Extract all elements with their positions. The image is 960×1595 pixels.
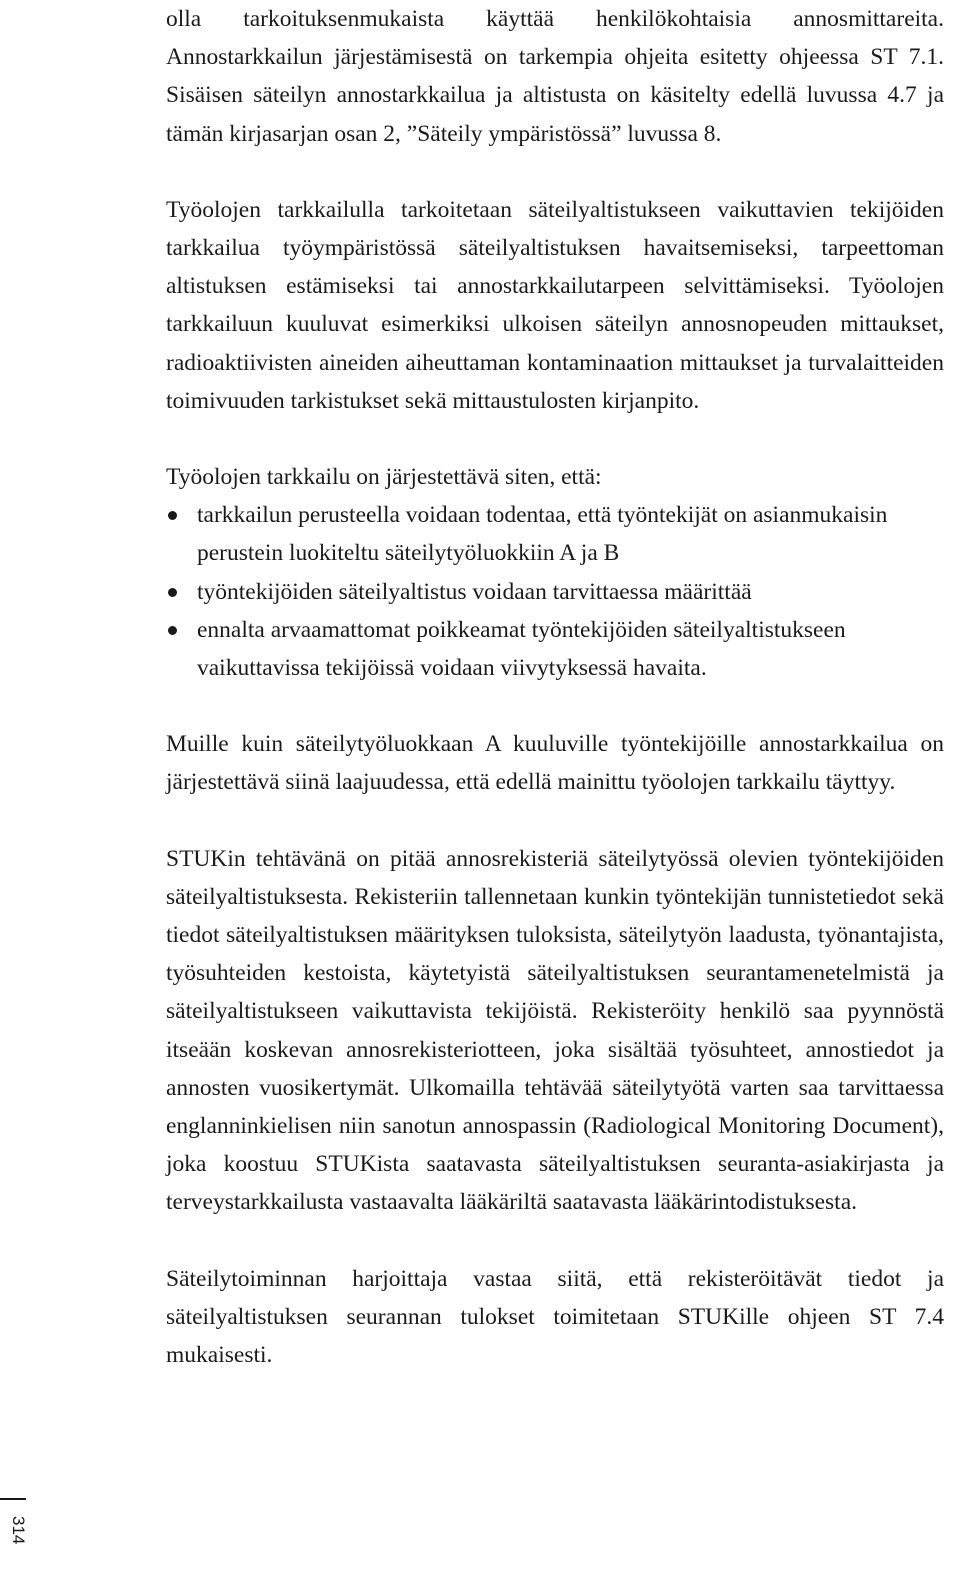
bullet-icon <box>168 588 177 597</box>
bullet-item <box>166 611 944 687</box>
page-number-rule <box>0 1498 26 1500</box>
bullet-item <box>166 573 944 611</box>
paragraph-intro: olla tarkoituksenmukaista käyttää henkilökohtaisia annosmittareita. Annostarkkailun järjestämisestä on tarkempia ohjeita esitetty ohjeessa ST 7.1. Sisäisen säteilyn annostarkkailua ja altistusta on käsitelty edellä luvussa 4.7 ja tämän kirjasarjan osan 2, ”Säteily ympäristössä” luvussa 8. <box>166 6 944 147</box>
page-number: 314 <box>9 1516 28 1545</box>
paragraph-stuk-register: STUKin tehtävänä on pitää annosrekisteriä säteilytyössä olevien työntekijöiden säteilyaltistuksesta. Rekisteriin tallennetaan kunkin työntekijän tunnistetiedot sekä tiedot säteilyaltistuksen määrityksen tuloksista, säteilytyön laadusta, työnantajista, työsuhteiden kestoista, käytetyistä säteilyaltistuksen seurantamenetelmistä ja säteilyaltistukseen vaikuttavista tekijöistä. Rekisteröity henkilö saa pyynnöstä itseään koskevan annosrekisteriotteen, joka sisältää työsuhteet, annostiedot ja annosten vuosikertymät. Ulkomailla tehtävää säteilytyötä varten saa tarvittaessa englanninkielisen niin sanotun annospassin (Radiological Monitoring Document), joka koostuu STUKista saatavasta säteilyaltistuksen seuranta-asiakirjasta ja terveystarkkailusta vastaavalta lääkäriltä saatavasta lääkärintodistuksesta. <box>166 845 944 1216</box>
bullet-text: tarkkailun perusteella voidaan todentaa, että työntekijät on asianmukaisin perustein luokiteltu säteilytyöluokkiin A ja B <box>197 502 888 567</box>
paragraph-gap <box>166 1222 944 1260</box>
paragraph-gap <box>166 153 944 191</box>
page-body <box>166 0 944 1374</box>
bullet-icon <box>168 626 177 635</box>
paragraph-other-workers: Muille kuin säteilytyöluokkaan A kuuluville työntekijöille annostarkkailua on järjestettävä siinä laajuudessa, että edellä mainittu työolojen tarkkailu täyttyy. <box>166 731 944 796</box>
bullet-text: työntekijöiden säteilyaltistus voidaan tarvittaessa määrittää <box>197 578 752 605</box>
paragraph-workplace-monitoring: Työolojen tarkkailulla tarkoitetaan säteilyaltistukseen vaikuttavien tekijöiden tarkkailua työympäristössä säteilyaltistuksen havaitsemiseksi, tarpeettoman altistuksen estämiseksi tai annostarkkailutarpeen selvittämiseksi. Työolojen tarkkailuun kuuluvat esimerkiksi ulkoisen säteilyn annosnopeuden mittaukset, radioaktiivisten aineiden aiheuttaman kontaminaation mittaukset ja turvalaitteiden toimivuuden tarkistukset sekä mittaustulosten kirjanpito. <box>166 196 944 414</box>
paragraph-gap <box>166 802 944 840</box>
bullet-list <box>166 496 944 687</box>
bullet-icon <box>168 511 177 520</box>
paragraph-gap <box>166 420 944 458</box>
paragraph-gap <box>166 687 944 725</box>
bullet-text: ennalta arvaamattomat poikkeamat työntekijöiden säteilyaltistukseen vaikuttavissa tekijöissä voidaan viivytyksessä havaita. <box>197 616 846 682</box>
paragraph-operator-responsibility: Säteilytoiminnan harjoittaja vastaa siitä, että rekisteröitävät tiedot ja säteilyaltistuksen seurannan tulokset toimitetaan STUKille ohjeen ST 7.4 mukaisesti. <box>166 1265 944 1369</box>
bullet-item <box>166 496 944 572</box>
paragraph-list-intro: Työolojen tarkkailu on järjestettävä siten, että: <box>166 464 602 491</box>
